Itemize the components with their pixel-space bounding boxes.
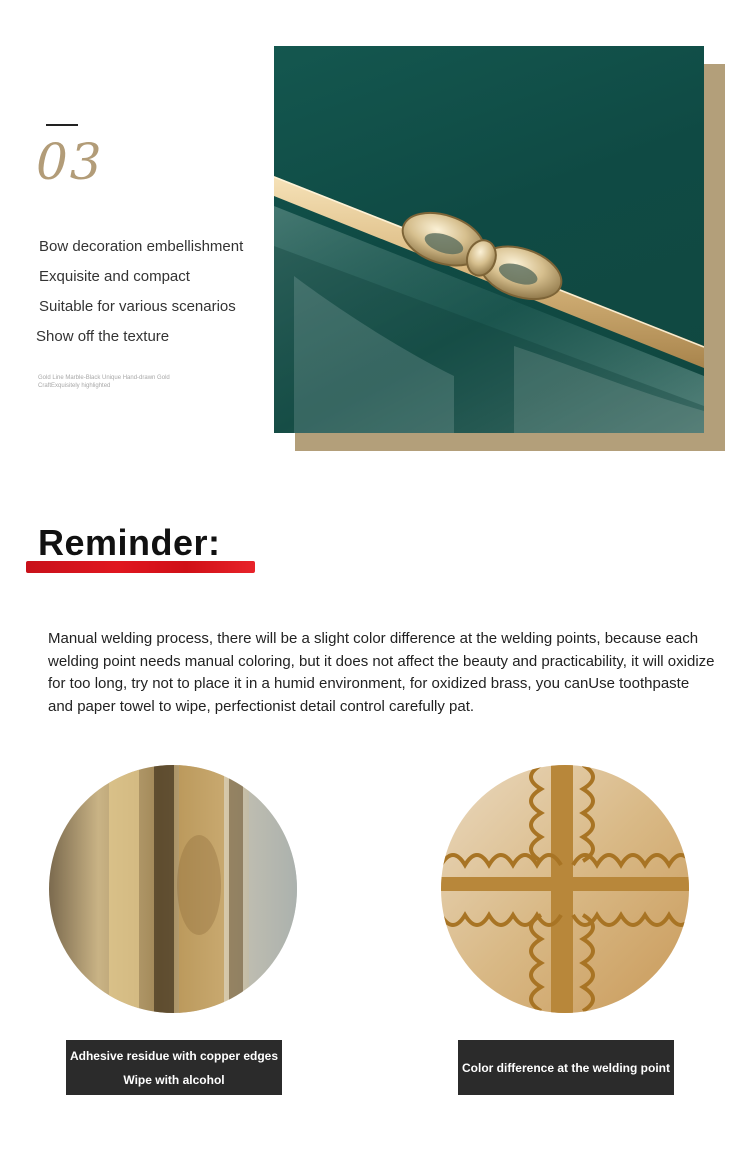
- section-dash: [46, 124, 78, 126]
- welding-point-detail-photo: [441, 765, 689, 1013]
- feature-item: Show off the texture: [36, 328, 170, 345]
- bow-detail-photo: [274, 46, 704, 433]
- caption-line: Wipe with alcohol: [123, 1072, 225, 1087]
- copper-edge-caption: [66, 1040, 282, 1095]
- caption-line: Color difference at the welding point: [461, 1060, 670, 1075]
- caption-line: Adhesive residue with copper edges: [69, 1048, 279, 1063]
- fine-print: Gold Line Marble-Black Unique Hand-drawn Gold CraftExquisitely highlighted: [38, 375, 170, 389]
- reminder-body: Manual welding process, there will be a slight color difference at the welding points, because each welding point needs manual coloring, but it does not affect the beauty and practicability, it will oxidize for too long, try not to place it in a humid environment, for oxidized brass, you canUse toothpaste and paper towel to wipe, perfectionist detail control carefully pat.: [48, 630, 715, 715]
- copper-edge-detail-photo: [49, 765, 297, 1013]
- welding-point-caption: [458, 1040, 674, 1095]
- feature-item: Suitable for various scenarios: [39, 298, 236, 315]
- reminder-title: Reminder:: [38, 522, 221, 563]
- feature-item: Bow decoration embellishment: [39, 238, 244, 255]
- feature-item: Exquisite and compact: [39, 268, 190, 285]
- section-number: 03: [36, 133, 104, 191]
- feature-list: [36, 232, 243, 352]
